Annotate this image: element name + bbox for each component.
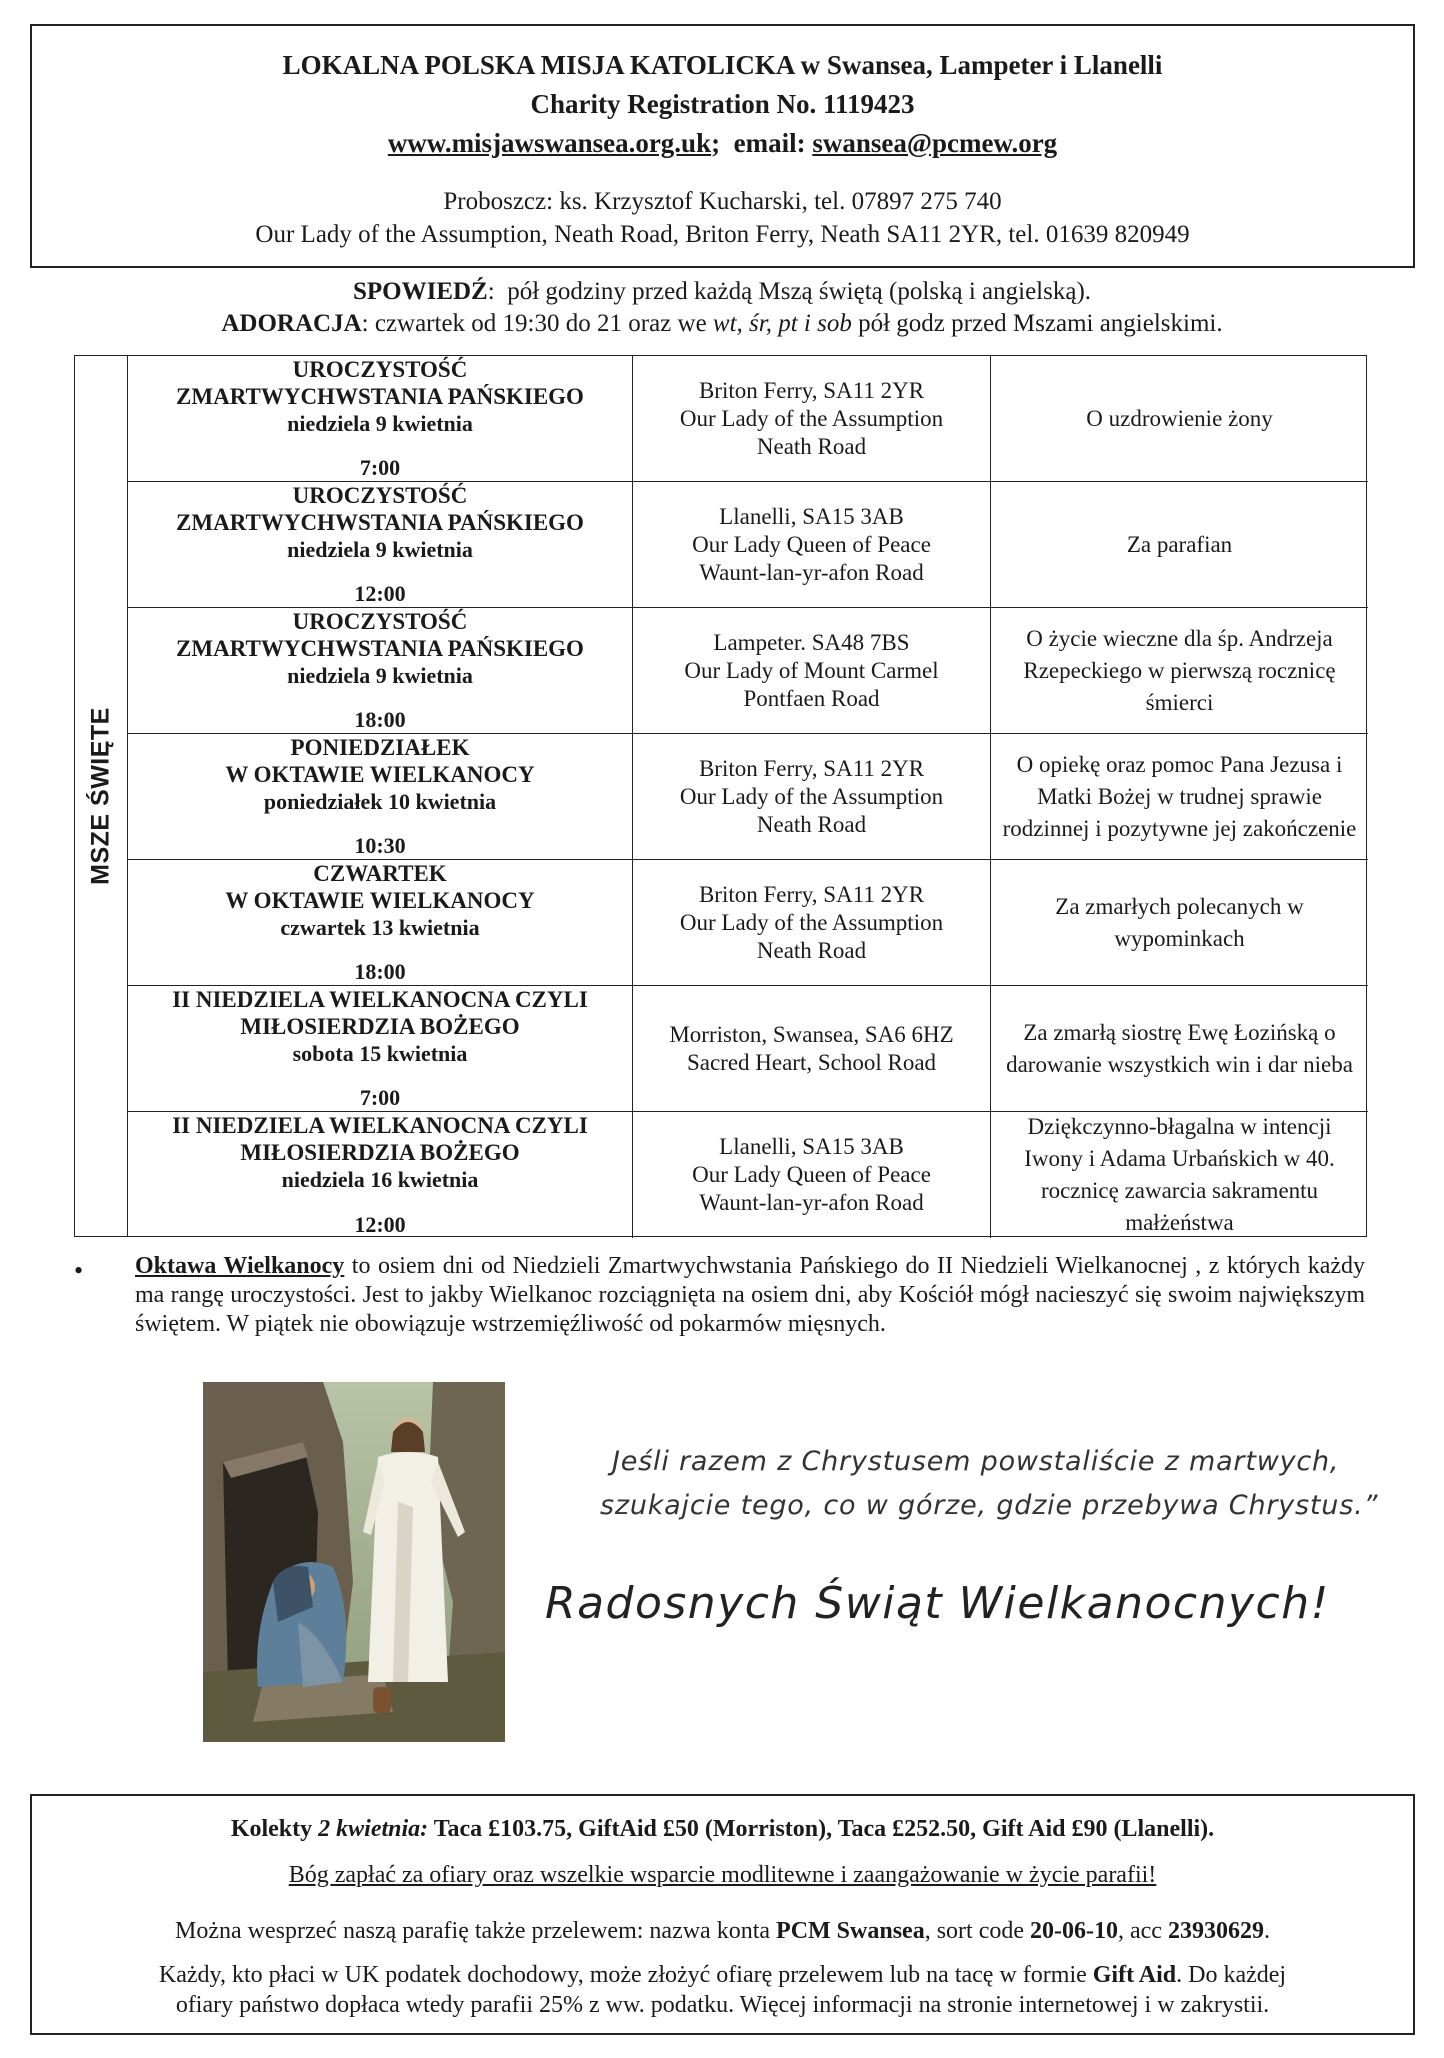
contact-links: www.misjawswansea.org.uk; email: swansea@pcmew.org: [387, 128, 1058, 158]
intention-cell: [991, 356, 1368, 481]
confession-text: pół godziny przed każdą Mszą świętą (polską i angielską).: [507, 278, 1092, 305]
giftaid-term: Gift Aid: [1092, 1962, 1177, 1988]
event-cell: [128, 860, 633, 985]
event-time: 18:00: [354, 707, 406, 732]
place-cell: [633, 356, 991, 481]
email-label: email:: [733, 128, 806, 158]
place-line: Pontfaen Road: [743, 685, 880, 711]
event-cell: [128, 356, 633, 481]
event-time: 12:00: [354, 581, 406, 606]
place-line: Our Lady of the Assumption: [679, 783, 944, 809]
collections-date: 2 kwietnia:: [318, 1816, 429, 1842]
mass-schedule-table: [74, 355, 1367, 1237]
quote-line: Jeśli razem z Chrystusem powstaliście z martwych,: [612, 1446, 1340, 1477]
intention-cell: [991, 986, 1368, 1111]
pastor-info: Proboszcz: ks. Krzysztof Kucharski, tel. 07897 275 740: [443, 188, 1002, 215]
mission-name: LOKALNA POLSKA MISJA KATOLICKA w Swansea, Lampeter i Llanelli: [282, 50, 1163, 80]
place-line: Our Lady of the Assumption: [679, 405, 944, 431]
table-row: [128, 734, 1368, 860]
collections-line: [32, 1814, 1413, 1844]
adoration-label: ADORACJA: [221, 310, 362, 337]
intention-cell: [991, 608, 1368, 733]
event-time: 7:00: [359, 455, 401, 480]
place-cell: [633, 1112, 991, 1238]
side-label-text: MSZE ŚWIĘTE: [86, 707, 115, 885]
painting-illustration: [203, 1382, 505, 1742]
event-title: ZMARTWYCHWSTANIA PAŃSKIEGO: [176, 384, 584, 409]
place-cell: [633, 608, 991, 733]
easter-greeting: Radosnych Świąt Wielkanocnych!: [545, 1578, 1330, 1629]
bullet-icon: •: [74, 1256, 84, 1285]
bible-quote: [560, 1440, 1420, 1528]
header-box: [30, 24, 1415, 268]
place-line: Sacred Heart, School Road: [686, 1049, 937, 1075]
giftaid-line-2: ofiary państwo dopłaca wtedy parafii 25% z ww. podatku. Więcej informacji na stronie internetowej i w zakrystii.: [175, 1992, 1270, 2018]
place-line: Our Lady of the Assumption: [679, 909, 944, 935]
transfer-text: Można wesprzeć naszą parafię także przelewem: nazwa konta: [175, 1918, 777, 1944]
intention-text: O życie wieczne dla śp. Andrzeja Rzepeckiego w pierwszą rocznicę śmierci: [1023, 625, 1336, 715]
place-line: Briton Ferry, SA11 2YR: [698, 881, 925, 907]
table-row: [128, 860, 1368, 986]
intention-cell: [991, 860, 1368, 985]
place-cell: [633, 482, 991, 607]
account-name: PCM Swansea: [776, 1918, 925, 1944]
place-cell: [633, 734, 991, 859]
place-line: Waunt-lan-yr-afon Road: [699, 1190, 924, 1215]
place-line: Neath Road: [756, 811, 867, 837]
account-number: 23930629: [1167, 1918, 1264, 1944]
place-line: Llanelli, SA15 3AB: [719, 1134, 904, 1159]
place-line: Our Lady Queen of Peace: [692, 531, 931, 557]
event-title: UROCZYSTOŚĆ: [292, 483, 468, 508]
place-line: Waunt-lan-yr-afon Road: [699, 559, 924, 585]
event-time: 12:00: [354, 1212, 406, 1237]
intention-cell: [991, 734, 1368, 859]
email-link[interactable]: swansea@pcmew.org: [812, 128, 1058, 158]
schedule-side-label: [75, 356, 128, 1236]
church-address: Our Lady of the Assumption, Neath Road, Briton Ferry, Neath SA11 2YR, tel. 01639 820949: [255, 221, 1190, 248]
place-line: Briton Ferry, SA11 2YR: [698, 377, 925, 403]
event-cell: [128, 986, 633, 1111]
adoration-line: [0, 308, 1444, 340]
table-row: [128, 986, 1368, 1112]
event-title: W OKTAWIE WIELKANOCY: [225, 762, 535, 787]
confession-adoration-info: [0, 276, 1444, 340]
sort-label: , sort code: [924, 1918, 1031, 1944]
place-cell: [633, 860, 991, 985]
place-line: Our Lady of Mount Carmel: [684, 657, 939, 683]
event-title: W OKTAWIE WIELKANOCY: [225, 888, 535, 913]
intention-text: Dziękczynno-błagalna w intencji Iwony i Adama Urbańskich w 40. rocznicę zawarcia sakramentu małżeństwa: [1024, 1114, 1335, 1235]
event-time: 10:30: [354, 833, 406, 858]
table-row: [128, 608, 1368, 734]
event-date: niedziela 9 kwietnia: [287, 537, 473, 562]
event-date: sobota 15 kwietnia: [292, 1041, 468, 1066]
event-title: ZMARTWYCHWSTANIA PAŃSKIEGO: [176, 510, 584, 535]
event-cell: [128, 1112, 633, 1238]
sort-code: 20-06-10: [1030, 1918, 1118, 1944]
event-date: niedziela 16 kwietnia: [281, 1167, 479, 1192]
event-title: II NIEDZIELA WIELKANOCNA CZYLI: [172, 1113, 588, 1138]
event-title: UROCZYSTOŚĆ: [292, 609, 468, 634]
adoration-text-after: pół godz przed Mszami angielskimi.: [851, 310, 1223, 337]
acc-label: , acc: [1118, 1918, 1168, 1944]
giftaid-text: Każdy, kto płaci w UK podatek dochodowy, może złożyć ofiarę przelewem lub na tacę w formie: [158, 1962, 1093, 1988]
intention-text: Za zmarłych polecanych w wypominkach: [1055, 893, 1304, 951]
event-title: II NIEDZIELA WIELKANOCNA CZYLI: [172, 987, 588, 1012]
event-cell: [128, 734, 633, 859]
octave-note: [135, 1252, 1365, 1339]
collections-label: Kolekty: [230, 1816, 319, 1842]
place-line: Llanelli, SA15 3AB: [719, 503, 904, 529]
collections-text: Taca £103.75, GiftAid £50 (Morriston), Taca £252.50, Gift Aid £90 (Llanelli).: [428, 1816, 1215, 1842]
adoration-text-before: : czwartek od 19:30 do 21 oraz we: [361, 310, 713, 337]
bank-transfer-line: [32, 1916, 1413, 1946]
confession-line: SPOWIEDŹ: pół godziny przed każdą Mszą świętą (polską i angielską).: [352, 278, 1092, 305]
confession-label: SPOWIEDŹ: [352, 278, 488, 305]
place-cell: [633, 986, 991, 1111]
table-row: [128, 356, 1368, 482]
event-time: 18:00: [354, 959, 406, 984]
thanks-line: Bóg zapłać za ofiary oraz wszelkie wsparcie modlitewne i zaangażowanie w życie parafii!: [288, 1862, 1157, 1888]
event-date: czwartek 13 kwietnia: [280, 915, 480, 940]
event-date: niedziela 9 kwietnia: [287, 663, 473, 688]
intention-cell: [991, 482, 1368, 607]
event-title: MIŁOSIERDZIA BOŻEGO: [240, 1140, 520, 1165]
event-title: ZMARTWYCHWSTANIA PAŃSKIEGO: [176, 636, 584, 661]
intention-text: Za zmarłą siostrę Ewę Łozińską o darowanie wszystkich win i dar nieba: [1006, 1019, 1353, 1077]
giftaid-after: . Do każdej: [1176, 1962, 1287, 1988]
octave-term: Oktawa Wielkanocy: [135, 1253, 345, 1279]
giftaid-line: [32, 1960, 1413, 1990]
octave-text: to osiem dni od Niedzieli Zmartwychwstania Pańskiego do II Niedzieli Wielkanocnej , z których każdy ma rangę uroczystości. Jest to jakby Wielkanoc rozciągnięta na osiem dni, aby Kościół mógł nacieszyć się swoim największym świętem. W piątek nie obowiązuje wstrzemięźliwość od pokarmów mięsnych.: [135, 1253, 1366, 1337]
event-cell: [128, 608, 633, 733]
intention-text: O opiekę oraz pomoc Pana Jezusa i Matki Bożej w trudnej sprawie rodzinnej i pozytywne jej zakończenie: [1002, 751, 1357, 841]
table-row: [128, 1112, 1368, 1238]
adoration-days: wt, śr, pt i sob: [712, 310, 852, 337]
intention-text: Za parafian: [1126, 531, 1233, 557]
place-line: Neath Road: [756, 433, 867, 459]
event-title: MIŁOSIERDZIA BOŻEGO: [240, 1014, 520, 1039]
table-row: [128, 482, 1368, 608]
place-line: Our Lady Queen of Peace: [692, 1162, 931, 1187]
event-title: UROCZYSTOŚĆ: [292, 357, 468, 382]
footer-box: [30, 1794, 1415, 2035]
event-date: niedziela 9 kwietnia: [287, 411, 473, 436]
event-date: poniedziałek 10 kwietnia: [263, 789, 497, 814]
acc-end: .: [1263, 1918, 1270, 1944]
website-link[interactable]: www.misjawswansea.org.uk: [387, 128, 712, 158]
place-line: Briton Ferry, SA11 2YR: [698, 755, 925, 781]
place-line: Lampeter. SA48 7BS: [713, 629, 910, 655]
event-cell: [128, 482, 633, 607]
resurrection-painting-image: [203, 1382, 505, 1742]
place-line: Morriston, Swansea, SA6 6HZ: [669, 1021, 954, 1047]
intention-text: O uzdrowienie żony: [1086, 405, 1273, 431]
intention-cell: [991, 1112, 1368, 1238]
event-time: 7:00: [359, 1085, 401, 1110]
charity-registration: Charity Registration No. 1119423: [530, 89, 915, 119]
event-title: PONIEDZIAŁEK: [290, 735, 470, 760]
place-line: Neath Road: [756, 937, 867, 963]
quote-line: szukajcie tego, co w górze, gdzie przebywa Chrystus.”: [600, 1490, 1379, 1521]
event-title: CZWARTEK: [313, 861, 447, 886]
